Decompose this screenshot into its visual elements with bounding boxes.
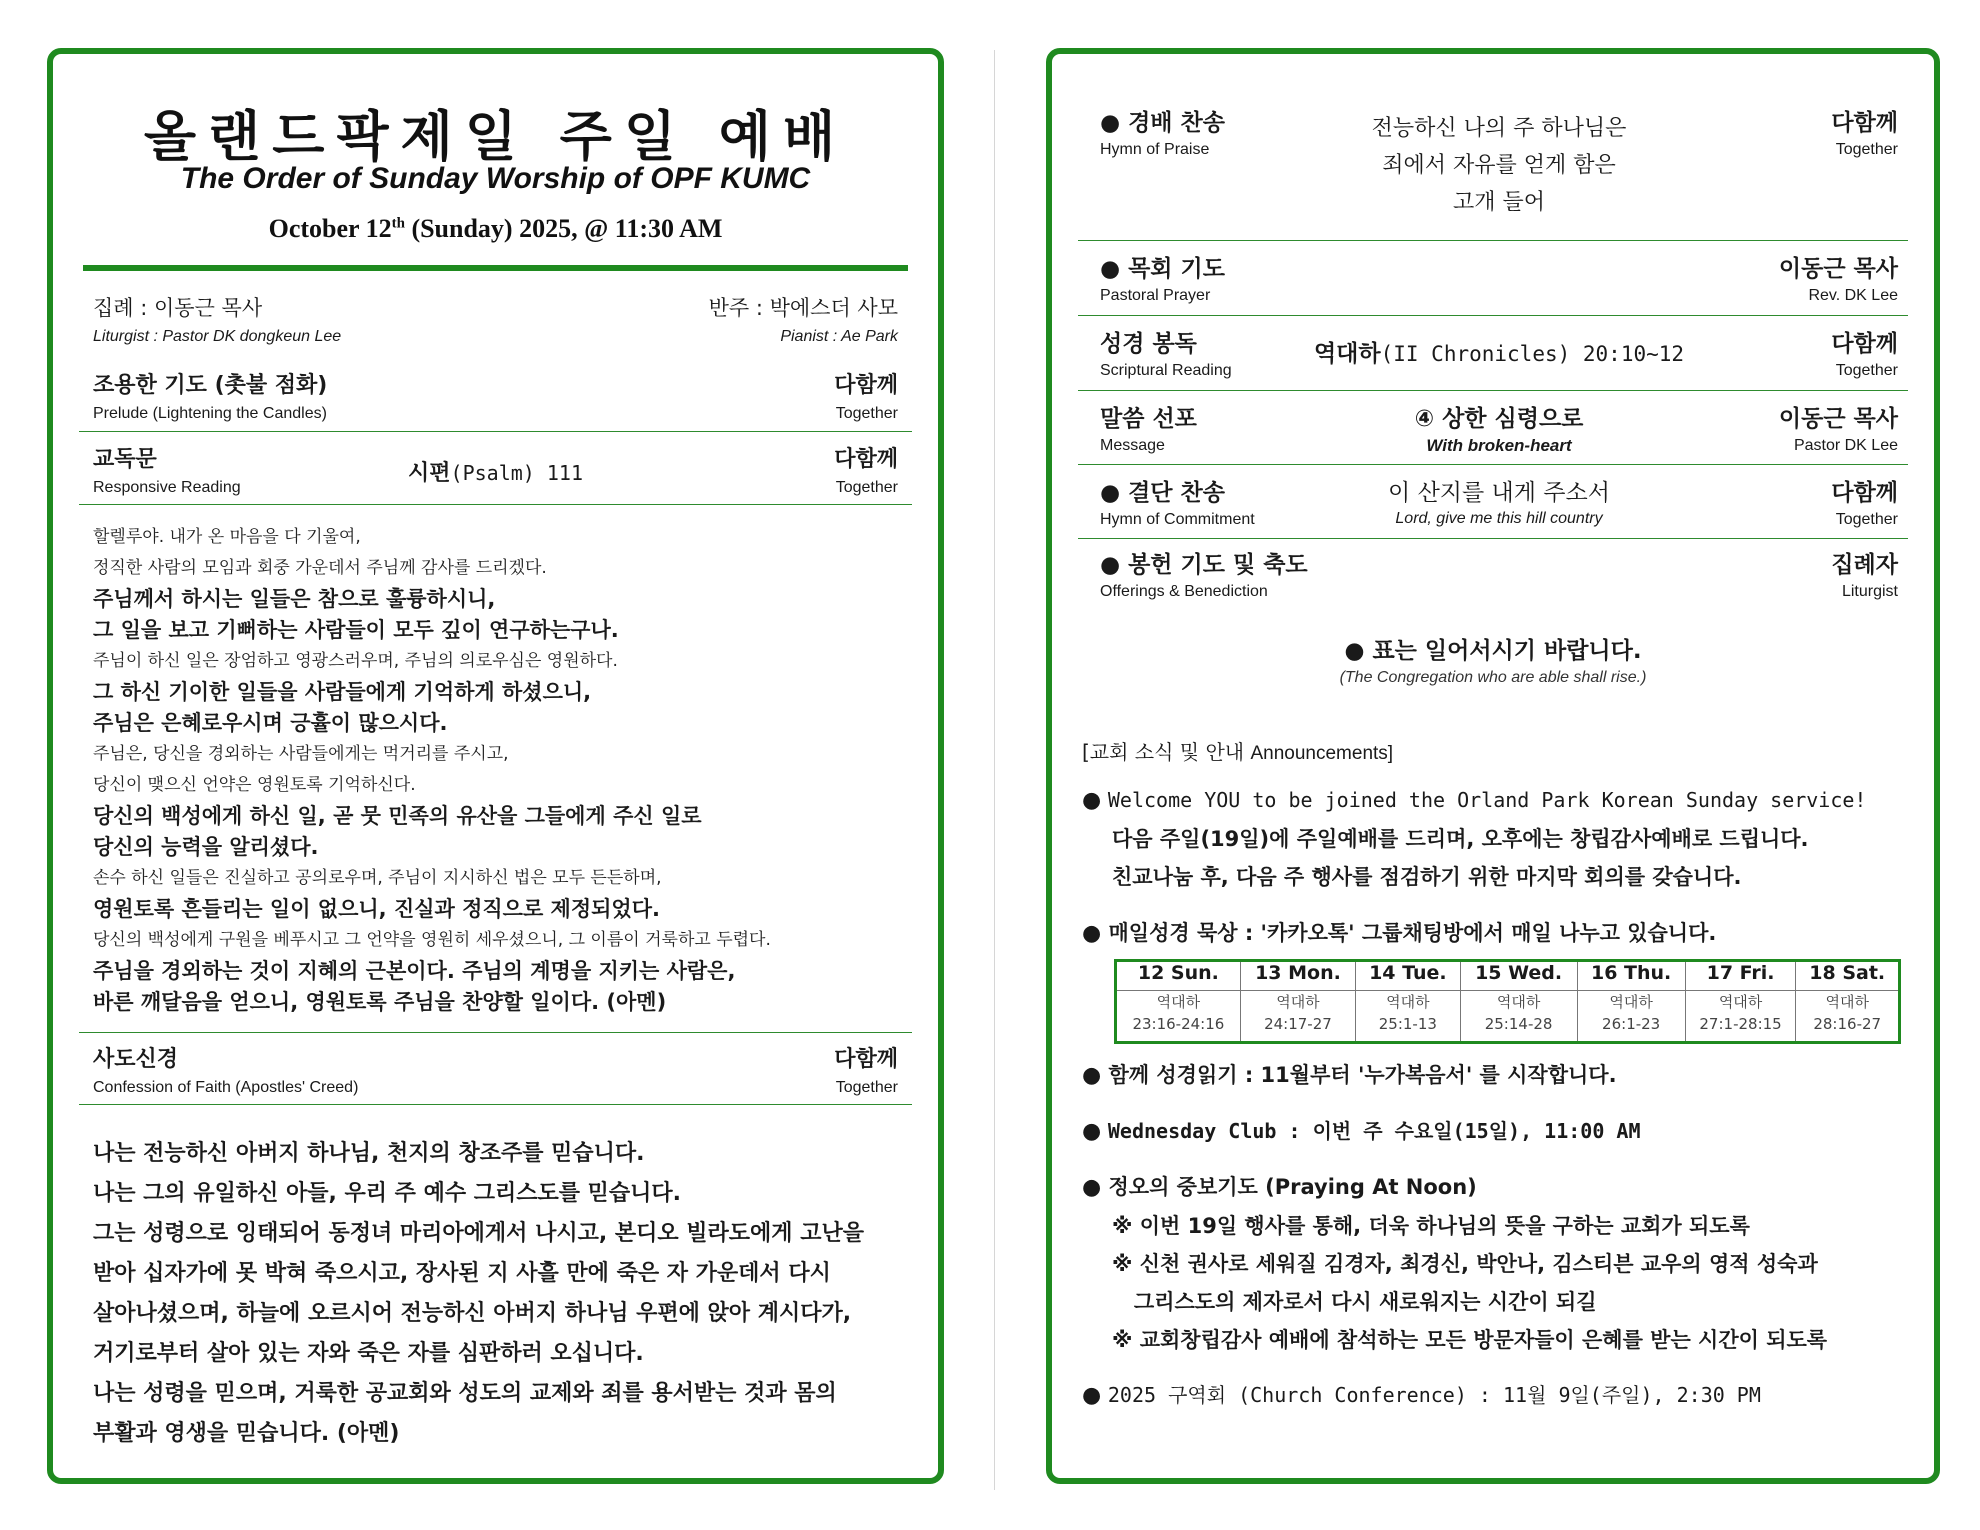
- announcement-noon-prayer: ● 정오의 중보기도 (Praying At Noon) ※ 이번 19일 행사를 통해, 더욱 하나님의 뜻을 구하는 교회가 되도록 ※ 신천 권사로 세워질 김경자, 최경신, 박안나, 김스티븐 교우의 영적 성숙과 그리스도의 제자로서 다시 새로워지는 시간이 되길 ※ 교회창립감사 예배에 참석하는 모든 방문자들이 은혜를 받는 시간이 되도록: [1082, 1168, 1914, 1359]
- section-rule: [1078, 390, 1908, 391]
- reading-line: 당신이 맺으신 언약은 영원토록 기억하신다.: [93, 775, 416, 795]
- announcements-header: [교회 소식 및 안내 Announcements]: [1082, 740, 1394, 764]
- section-rule: [1078, 464, 1908, 465]
- reading-line: 그 일을 보고 기뻐하는 사람들이 모두 깊이 연구하는구나.: [93, 618, 619, 642]
- hymn-of-commitment-row: ● 결단 찬송 Hymn of Commitment 이 산지를 내게 주소서 Lord, give me this hill country 다함께 Together: [1100, 474, 1898, 530]
- reading-line: 당신의 백성에게 하신 일, 곧 뭇 민족의 유산을 그들에게 주신 일로: [93, 804, 702, 828]
- creed-row: 사도신경 Confession of Faith (Apostles' Creed) 다함께 Together: [93, 1047, 898, 1096]
- prayer-item: 그리스도의 제자로서 다시 새로워지는 시간이 되길: [1112, 1290, 1597, 1314]
- schedule-ref: 26:1-23: [1602, 1015, 1661, 1033]
- prayer-item: ※ 교회창립감사 예배에 참석하는 모든 방문자들이 은혜를 받는 시간이 되도록: [1112, 1328, 1828, 1352]
- reading-line: 주님을 경외하는 것이 지혜의 근본이다. 주님의 계명을 지키는 사람은,: [93, 959, 736, 983]
- schedule-reading: [1685, 991, 1796, 1043]
- reading-line: 손수 하신 일들은 진실하고 공의로우며, 주님이 지시하신 법은 모두 든든하며,: [93, 868, 662, 888]
- schedule-ref: 28:16-27: [1813, 1015, 1882, 1033]
- creed-line: 받아 십자가에 못 박혀 죽으시고, 장사된 지 사흘 만에 죽은 자 가운데서 다시: [93, 1261, 831, 1286]
- hymn-of-praise-row: ● 경배 찬송 Hymn of Praise 전능하신 나의 주 하나님은 죄에서 자유를 얻게 함은 고개 들어 다함께 Together: [1100, 104, 1898, 234]
- section-rule: [1078, 240, 1908, 241]
- schedule-day: 16 Thu.: [1577, 961, 1685, 991]
- title-korean: 올랜드팍제일 주일 예배: [143, 104, 848, 168]
- responsive-reading-row: 교독문 Responsive Reading 시편(Psalm) 111 다함께 Together: [93, 447, 898, 496]
- worship-order-panel-left: [47, 48, 944, 1484]
- creed-line: 그는 성령으로 잉태되어 동정녀 마리아에게서 나시고, 본디오 빌라도에게 고난을: [93, 1221, 864, 1246]
- schedule-book: 역대하: [1386, 993, 1430, 1011]
- announcement-welcome: ● Welcome YOU to be joined the Orland Park Korean Sunday service! 다음 주일(19일)에 주일예배를 드리며, 오후에는 창립감사예배로 드립니다. 친교나눔 후, 다음 주 행사를 점검하기 위한 마지막 회의를 갖습니다.: [1082, 788, 1867, 889]
- schedule-day: 18 Sat.: [1796, 961, 1900, 991]
- schedule-reading: [1240, 991, 1355, 1043]
- reading-line: 당신의 백성에게 구원을 베푸시고 그 언약을 영원히 세우셨으니, 그 이름이 거룩하고 두렵다.: [93, 930, 771, 950]
- creed-line: 나는 전능하신 아버지 하나님, 천지의 창조주를 믿습니다.: [93, 1141, 645, 1166]
- schedule-day: 15 Wed.: [1460, 961, 1577, 991]
- schedule-ref: 24:17-27: [1264, 1015, 1332, 1033]
- schedule-reading: [1116, 991, 1241, 1043]
- reading-line: 주님께서 하시는 일들은 참으로 훌륭하시니,: [93, 587, 496, 611]
- psalm-reference: 시편(Psalm) 111: [408, 461, 583, 486]
- announcement-wednesday-club: ● Wednesday Club : 이번 주 수요일(15일), 11:00 AM: [1082, 1119, 1641, 1144]
- schedule-day: 13 Mon.: [1240, 961, 1355, 991]
- creed-line: 살아나셨으며, 하늘에 오르시어 전능하신 아버지 하나님 우편에 앉아 계시다가,: [93, 1301, 852, 1326]
- prayer-item: ※ 신천 권사로 세워질 김경자, 최경신, 박안나, 김스티븐 교우의 영적 성숙과: [1112, 1252, 1818, 1276]
- schedule-reading: [1460, 991, 1577, 1043]
- creed-line: 나는 그의 유일하신 아들, 우리 주 예수 그리스도를 믿습니다.: [93, 1181, 682, 1206]
- schedule-reading: [1796, 991, 1900, 1043]
- schedule-ref: 23:16-24:16: [1132, 1015, 1225, 1033]
- reading-line: 바른 깨달음을 얻으니, 영원토록 주님을 찬양할 일이다. (아멘): [93, 990, 667, 1014]
- header-rule: [83, 265, 908, 271]
- scripture-reading-row: 성경 봉독 Scriptural Reading 역대하(II Chronicles) 20:10~12 다함께 Together: [1100, 331, 1898, 379]
- section-rule: [79, 1104, 912, 1105]
- prelude-row: 조용한 기도 (촛불 점화) Prelude (Lightening the Candles) 다함께 Together: [93, 373, 898, 422]
- prayer-item: ※ 이번 19일 행사를 통해, 더욱 하나님의 뜻을 구하는 교회가 되도록: [1112, 1214, 1750, 1238]
- schedule-ref: 27:1-28:15: [1699, 1015, 1782, 1033]
- schedule-ref: 25:14-28: [1484, 1015, 1553, 1033]
- pastoral-prayer-row: ● 목회 기도 Pastoral Prayer 이동근 목사 Rev. DK Lee: [1100, 256, 1898, 304]
- announcement-church-conference: ● 2025 구역회 (Church Conference) : 11월 9일(주일), 2:30 PM: [1082, 1383, 1761, 1408]
- reading-line: 정직한 사람의 모임과 회중 가운데서 주님께 감사를 드리겠다.: [93, 558, 547, 578]
- creed-line: 거기로부터 살아 있는 자와 죽은 자를 심판하러 오십니다.: [93, 1341, 644, 1366]
- section-rule: [79, 431, 912, 432]
- schedule-book: 역대하: [1156, 993, 1201, 1011]
- creed-line: 나는 성령을 믿으며, 거룩한 공교회와 성도의 교제와 죄를 용서받는 것과 몸의: [93, 1381, 837, 1406]
- schedule-book: 역대하: [1825, 993, 1869, 1011]
- apostles-creed-text: [93, 1134, 908, 1454]
- schedule-day: 17 Fri.: [1685, 961, 1796, 991]
- schedule-book: 역대하: [1718, 993, 1763, 1011]
- section-rule: [1078, 538, 1908, 539]
- rise-note: ● 표는 일어서시기 바랍니다. (The Congregation who are able shall rise.): [1339, 638, 1647, 686]
- liturgist-row: [93, 292, 898, 352]
- service-date: October 12th (Sunday) 2025, @ 11:30 AM: [268, 214, 723, 243]
- worship-order-panel-right: [1046, 48, 1940, 1484]
- liturgist: 집례 : 이동근 목사 Liturgist : Pastor DK dongkeun Lee: [93, 296, 342, 345]
- message-row: 말씀 선포 Message ④ 상한 심령으로 With broken-heart 이동근 목사 Pastor DK Lee: [1100, 400, 1898, 456]
- responsive-reading-text: [93, 522, 908, 1018]
- scripture-reference: 역대하(II Chronicles) 20:10~12: [1313, 341, 1685, 367]
- section-rule: [79, 504, 912, 505]
- reading-line: 영원토록 흔들리는 일이 없으니, 진실과 정직으로 제정되었다.: [93, 897, 660, 921]
- announcement-daily-bible: ● 매일성경 묵상 : '카카오톡' 그룹채팅방에서 매일 나누고 있습니다.: [1082, 921, 1717, 946]
- daily-reading-schedule: [1114, 959, 1901, 1044]
- reading-line: 그 하신 기이한 일들을 사람들에게 기억하게 하셨으니,: [93, 680, 592, 704]
- reading-line: 주님은, 당신을 경외하는 사람들에게는 먹거리를 주시고,: [93, 744, 509, 764]
- section-rule: [79, 1032, 912, 1033]
- page-fold-divider: [994, 50, 995, 1490]
- schedule-book: 역대하: [1609, 993, 1653, 1011]
- sermon-title: ④ 상한 심령으로 With broken-heart: [1414, 406, 1584, 455]
- reading-line: 주님은 은혜로우시며 긍휼이 많으시다.: [93, 711, 448, 735]
- title-english: The Order of Sunday Worship of OPF KUMC: [180, 162, 811, 195]
- reading-line: 할렐루야. 내가 온 마음을 다 기울여,: [93, 527, 361, 547]
- schedule-book: 역대하: [1496, 993, 1541, 1011]
- creed-line: 부활과 영생을 믿습니다. (아멘): [93, 1421, 400, 1446]
- announcement-bible-reading: ● 함께 성경읽기 : 11월부터 '누가복음서' 를 시작합니다.: [1082, 1063, 1617, 1088]
- schedule-day: 14 Tue.: [1356, 961, 1460, 991]
- schedule-reading: [1577, 991, 1685, 1043]
- pianist: 반주 : 박에스더 사모 Pianist : Ae Park: [708, 296, 898, 345]
- offering-benediction-row: ● 봉헌 기도 및 축도 Offerings & Benediction 집례자 Liturgist: [1100, 552, 1898, 600]
- schedule-day: 12 Sun.: [1116, 961, 1241, 991]
- schedule-ref: 25:1-13: [1378, 1015, 1437, 1033]
- section-rule: [1078, 315, 1908, 316]
- reading-line: 당신의 능력을 알리셨다.: [93, 835, 319, 859]
- schedule-reading: [1356, 991, 1460, 1043]
- reading-line: 주님이 하신 일은 장엄하고 영광스러우며, 주님의 의로우심은 영원하다.: [93, 651, 618, 671]
- hymn-of-praise-titles: 전능하신 나의 주 하나님은 죄에서 자유를 얻게 함은 고개 들어: [1371, 116, 1627, 215]
- commitment-hymn-title: 이 산지를 내게 주소서 Lord, give me this hill country: [1388, 480, 1610, 527]
- schedule-book: 역대하: [1276, 993, 1320, 1011]
